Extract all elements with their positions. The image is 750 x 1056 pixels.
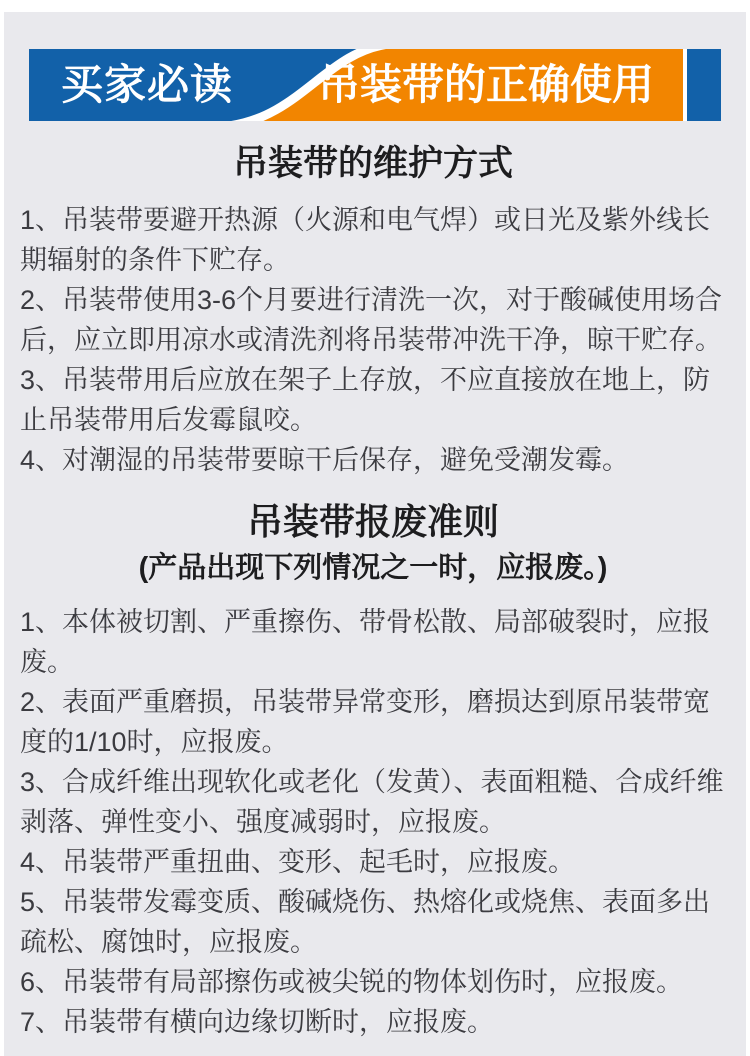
banner-accent-bar [687, 49, 721, 121]
content-body [20, 142, 726, 1042]
maintenance-item-2: 2、吊装带使用3-6个月要进行清洗一次，对于酸碱使用场合后，应立即用凉水或清洗剂将吊装带冲洗干净，晾干贮存。 [20, 285, 723, 355]
scrap-item-6: 6、吊装带有局部擦伤或被尖锐的物体划伤时，应报废。 [20, 967, 684, 997]
banner-right-label: 吊装带的正确使用 [317, 61, 654, 108]
scrap-section-subtitle: (产品出现下列情况之一时，应报废。) [138, 552, 608, 584]
scrap-item-2: 2、表面严重磨损，吊装带异常变形，磨损达到原吊装带宽度的1/10时，应报废。 [20, 687, 711, 757]
scrap-section-title: 吊装带报废准则 [246, 501, 499, 542]
header-banner [29, 49, 721, 121]
scrap-item-7: 7、吊装带有横向边缘切断时，应报废。 [20, 1007, 495, 1037]
maintenance-item-3: 3、吊装带用后应放在架子上存放，不应直接放在地上，防止吊装带用后发霉鼠咬。 [20, 365, 711, 435]
scrap-item-3: 3、合成纤维出现软化或老化（发黄）、表面粗糙、合成纤维剥落、弹性变小、强度减弱时，应报废。 [20, 767, 724, 837]
maintenance-section-title: 吊装带的维护方式 [232, 144, 513, 183]
scrap-item-4: 4、吊装带严重扭曲、变形、起毛时，应报废。 [20, 847, 576, 877]
scrap-item-5: 5、吊装带发霉变质、酸碱烧伤、热熔化或烧焦、表面多出疏松、腐蚀时，应报废。 [20, 887, 711, 957]
maintenance-item-4: 4、对潮湿的吊装带要晾干后保存，避免受潮发霉。 [20, 445, 630, 475]
maintenance-item-1: 1、吊装带要避开热源（火源和电气焊）或日光及紫外线长期辐射的条件下贮存。 [20, 205, 711, 275]
banner-left-label: 买家必读 [60, 61, 233, 108]
scrap-item-1: 1、本体被切割、严重擦伤、带骨松散、局部破裂时，应报废。 [20, 607, 711, 677]
